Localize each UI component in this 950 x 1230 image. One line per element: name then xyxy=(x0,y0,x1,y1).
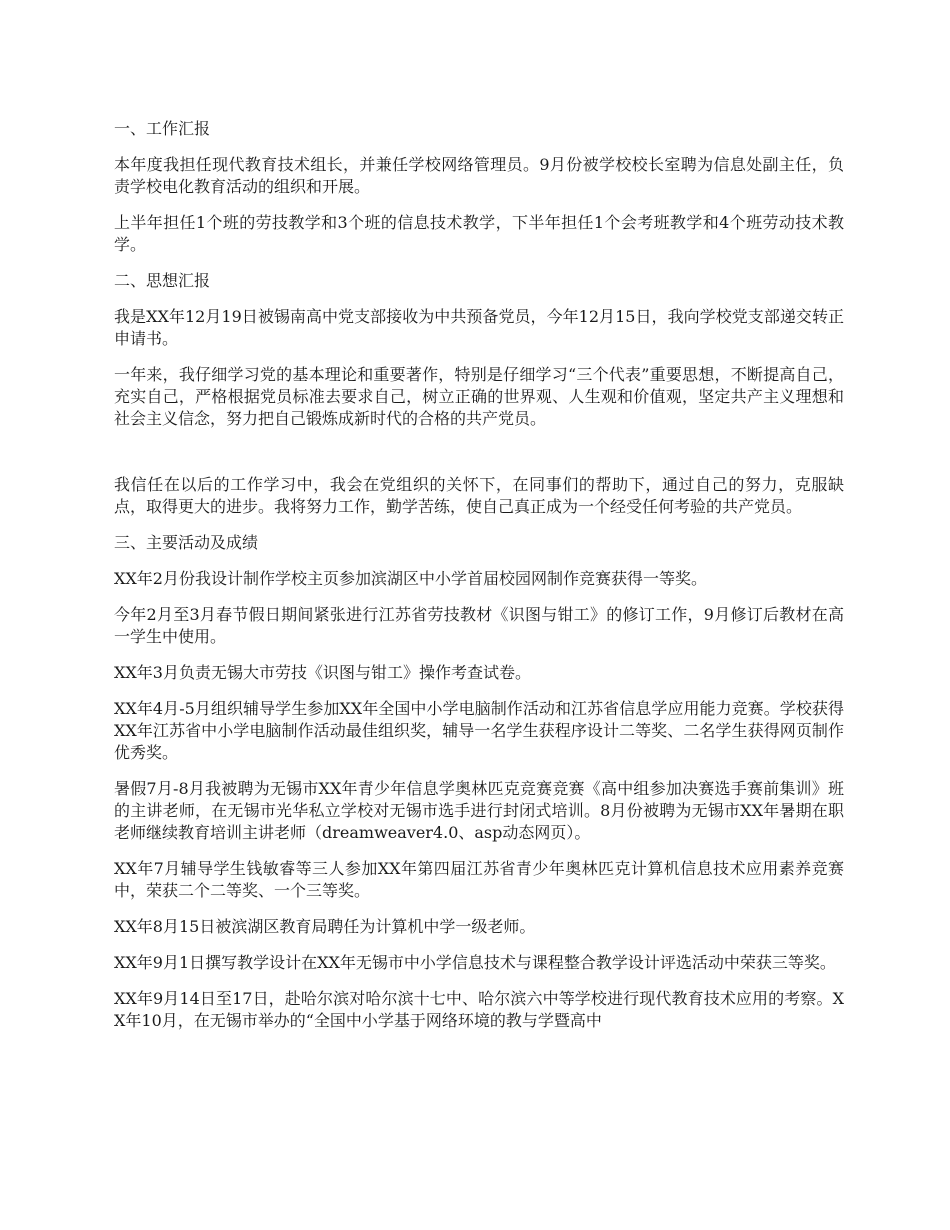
paragraph-activity: XX年2月份我设计制作学校主页参加滨湖区中小学首届校园网制作竞赛获得一等奖。 xyxy=(114,569,707,588)
section-heading-activities: 三、主要活动及成绩 xyxy=(114,533,259,552)
section-heading-work-report: 一、工作汇报 xyxy=(114,119,211,138)
paragraph-activity: XX年4月-5月组织辅导学生参加XX年全国中小学电脑制作活动和江苏省信息学应用能力竞赛。学校获得XX年江苏省中小学电脑制作活动最佳组织奖，辅导一名学生获程序设计二等奖、二名学生获得网页制作优秀奖。 xyxy=(114,699,844,762)
paragraph-activity: XX年9月14日至17日，赴哈尔滨对哈尔滨十七中、哈尔滨六中等学校进行现代教育技术应用的考察。XX年10月，在无锡市举办的“全国中小学基于网络环境的教与学暨高中 xyxy=(114,989,844,1030)
paragraph-activity: 今年2月至3月春节假日期间紧张进行江苏省劳技教材《识图与钳工》的修订工作，9月修订后教材在高一学生中使用。 xyxy=(114,605,844,646)
paragraph-study: 一年来，我仔细学习党的基本理论和重要著作，特别是仔细学习“三个代表”重要思想，不断提高自己，充实自己，严格根据党员标准去要求自己，树立正确的世界观、人生观和价值观，坚定共产主义理想和社会主义信念，努力把自己锻炼成新时代的合格的共产党员。 xyxy=(114,365,844,428)
paragraph-role: 本年度我担任现代教育技术组长，并兼任学校网络管理员。9月份被学校校长室聘为信息处副主任，负责学校电化教育活动的组织和开展。 xyxy=(114,155,844,196)
section-heading-thought-report: 二、思想汇报 xyxy=(114,271,211,290)
document-page xyxy=(114,118,844,1046)
paragraph-activity: 暑假7月-8月我被聘为无锡市XX年青少年信息学奥林匹克竞赛竞赛《高中组参加决赛选手赛前集训》班的主讲老师，在无锡市光华私立学校对无锡市选手进行封闭式培训。8月份被聘为无锡市XX年暑期在职老师继续教育培训主讲老师（dreamweaver4.0、asp动态网页）。 xyxy=(114,779,844,842)
paragraph-activity: XX年3月负责无锡大市劳技《识图与钳工》操作考查试卷。 xyxy=(114,663,531,682)
paragraph-party-membership: 我是XX年12月19日被锡南高中党支部接收为中共预备党员，今年12月15日，我向学校党支部递交转正申请书。 xyxy=(114,307,844,348)
paragraph-activity: XX年7月辅导学生钱敏睿等三人参加XX年第四届江苏省青少年奥林匹克计算机信息技术应用素养竞赛中，荣获二个二等奖、一个三等奖。 xyxy=(114,859,844,900)
paragraph-commitment: 我信任在以后的工作学习中，我会在党组织的关怀下，在同事们的帮助下，通过自己的努力，克服缺点，取得更大的进步。我将努力工作，勤学苦练，使自己真正成为一个经受任何考验的共产党员。 xyxy=(114,475,844,516)
paragraph-activity: XX年9月1日撰写教学设计在XX年无锡市中小学信息技术与课程整合教学设计评选活动中荣获三等奖。 xyxy=(114,953,836,972)
paragraph-activity: XX年8月15日被滨湖区教育局聘任为计算机中学一级老师。 xyxy=(114,917,536,936)
paragraph-teaching-load: 上半年担任1个班的劳技教学和3个班的信息技术教学，下半年担任1个会考班教学和4个班劳动技术教学。 xyxy=(114,213,844,254)
blank-line xyxy=(114,444,844,474)
